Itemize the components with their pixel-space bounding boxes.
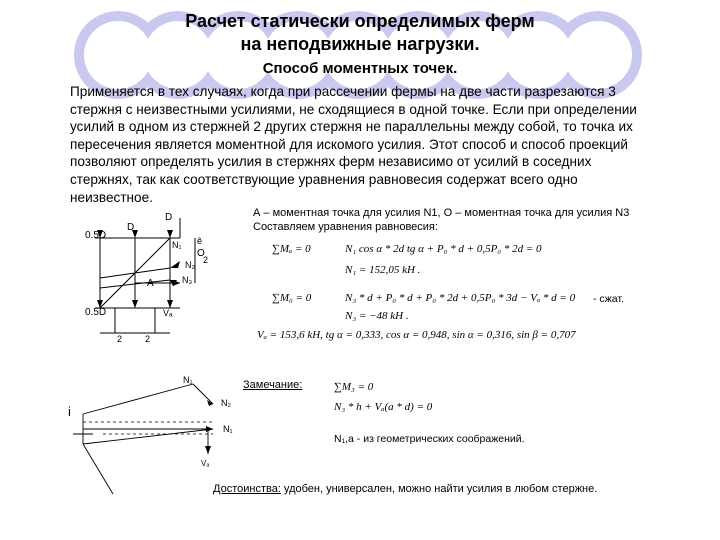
reaction-va-label: Vₐ bbox=[163, 308, 173, 318]
remark-equation-2: N₃ * h + Vₐ(a * d) = 0 bbox=[334, 401, 433, 413]
paragraph-line: пересечения является моментной для искомого усилия. Этот способ и способ проекций bbox=[70, 136, 628, 152]
remark-n2-label: N₂ bbox=[221, 398, 231, 408]
equation-2-lhs: ∑M₀ = 0 bbox=[272, 292, 312, 304]
remark-n1-bottom-label: N₁ bbox=[223, 424, 233, 434]
equation-1-result: N₁ = 152,05 kH . bbox=[345, 264, 421, 276]
force-n3-label: N₃ bbox=[182, 275, 193, 285]
page-title-line2: на неподвижные нагрузки. bbox=[240, 34, 480, 54]
paragraph-line: позволяют определять усилия в стержнях ферм независимо от усилий в соседних bbox=[70, 154, 592, 170]
equation-2-note: - сжат. bbox=[593, 293, 624, 305]
page-subtitle: Способ моментных точек. bbox=[262, 60, 458, 77]
remark-equation-1: ∑M₃ = 0 bbox=[334, 381, 374, 393]
unit-vector-label: ê bbox=[197, 236, 203, 246]
equations-intro: Составляем уравнения равновесия: bbox=[253, 221, 438, 233]
load-label-bottom: 0.5D bbox=[85, 307, 107, 318]
description-paragraph bbox=[70, 83, 690, 206]
advantages-label: Достоинства: bbox=[213, 483, 281, 495]
paragraph-line: стержня с неизвестными усилиями, не сходящиеся в одной точке. Если при определении bbox=[70, 101, 637, 117]
dimension-label-1: 2 bbox=[117, 334, 123, 344]
equation-2-result: N₃ = −48 kH . bbox=[345, 310, 409, 322]
dimension-label-2: 2 bbox=[145, 334, 151, 344]
paragraph-line: Применяется в тех случаях, когда при рассечении фермы на две части разрезаются 3 bbox=[70, 84, 616, 99]
paragraph-line: неизвестное. bbox=[70, 189, 153, 205]
remark-i-label: i bbox=[68, 404, 71, 419]
remark-label: Замечание: bbox=[243, 379, 303, 391]
load-d-label: D bbox=[127, 222, 135, 233]
paragraph-line: стержнях, так как соответствующие уравнения равновесия содержат всего одно bbox=[70, 171, 578, 187]
advantages-text: удобен, универсален, можно найти усилия в любом стержне. bbox=[280, 483, 598, 495]
force-n2-label: N₂ bbox=[185, 260, 195, 270]
remark-geometry-note: N₁,a - из геометрических соображений. bbox=[334, 433, 525, 445]
dimension-label-3: 2 bbox=[203, 255, 209, 265]
load-label-top: 0.5D bbox=[85, 230, 107, 241]
remark-va-label: Vₐ bbox=[201, 459, 210, 468]
equation-1-rhs: N₁ cos α * 2d tg α + P₀ * d + 0,5P₀ * 2d = 0 bbox=[345, 243, 542, 255]
moment-points-note bbox=[253, 206, 629, 234]
point-o-label: O bbox=[197, 248, 205, 259]
truss-section-diagram bbox=[85, 208, 245, 348]
point-a-label: A bbox=[147, 278, 154, 289]
advantages-line bbox=[213, 483, 597, 495]
equation-1-lhs: ∑Mₐ = 0 bbox=[272, 243, 311, 255]
force-n1-label: N₁ bbox=[172, 240, 182, 250]
load-d-label-2: D bbox=[165, 212, 173, 223]
page-title-line1: Расчет статически определимых ферм bbox=[185, 11, 535, 31]
remark-n1-top-label: N₁ bbox=[183, 375, 193, 385]
equation-2-rhs: N₃ * d + P₀ * d + P₀ * 2d + 0,5P₀ * 3d − Vₐ * d = 0 bbox=[345, 292, 576, 304]
moment-points-text: А – моментная точка для усилия N1, О – моментная точка для усилия N3 bbox=[253, 207, 630, 219]
paragraph-line: усилий в одном из стержней 2 других стержня не параллельны между собой, то точка их bbox=[70, 119, 633, 135]
equation-3: Vₐ = 153,6 kH, tg α = 0,333, cos α = 0,948, sin α = 0,316, sin β = 0,707 bbox=[257, 329, 576, 341]
